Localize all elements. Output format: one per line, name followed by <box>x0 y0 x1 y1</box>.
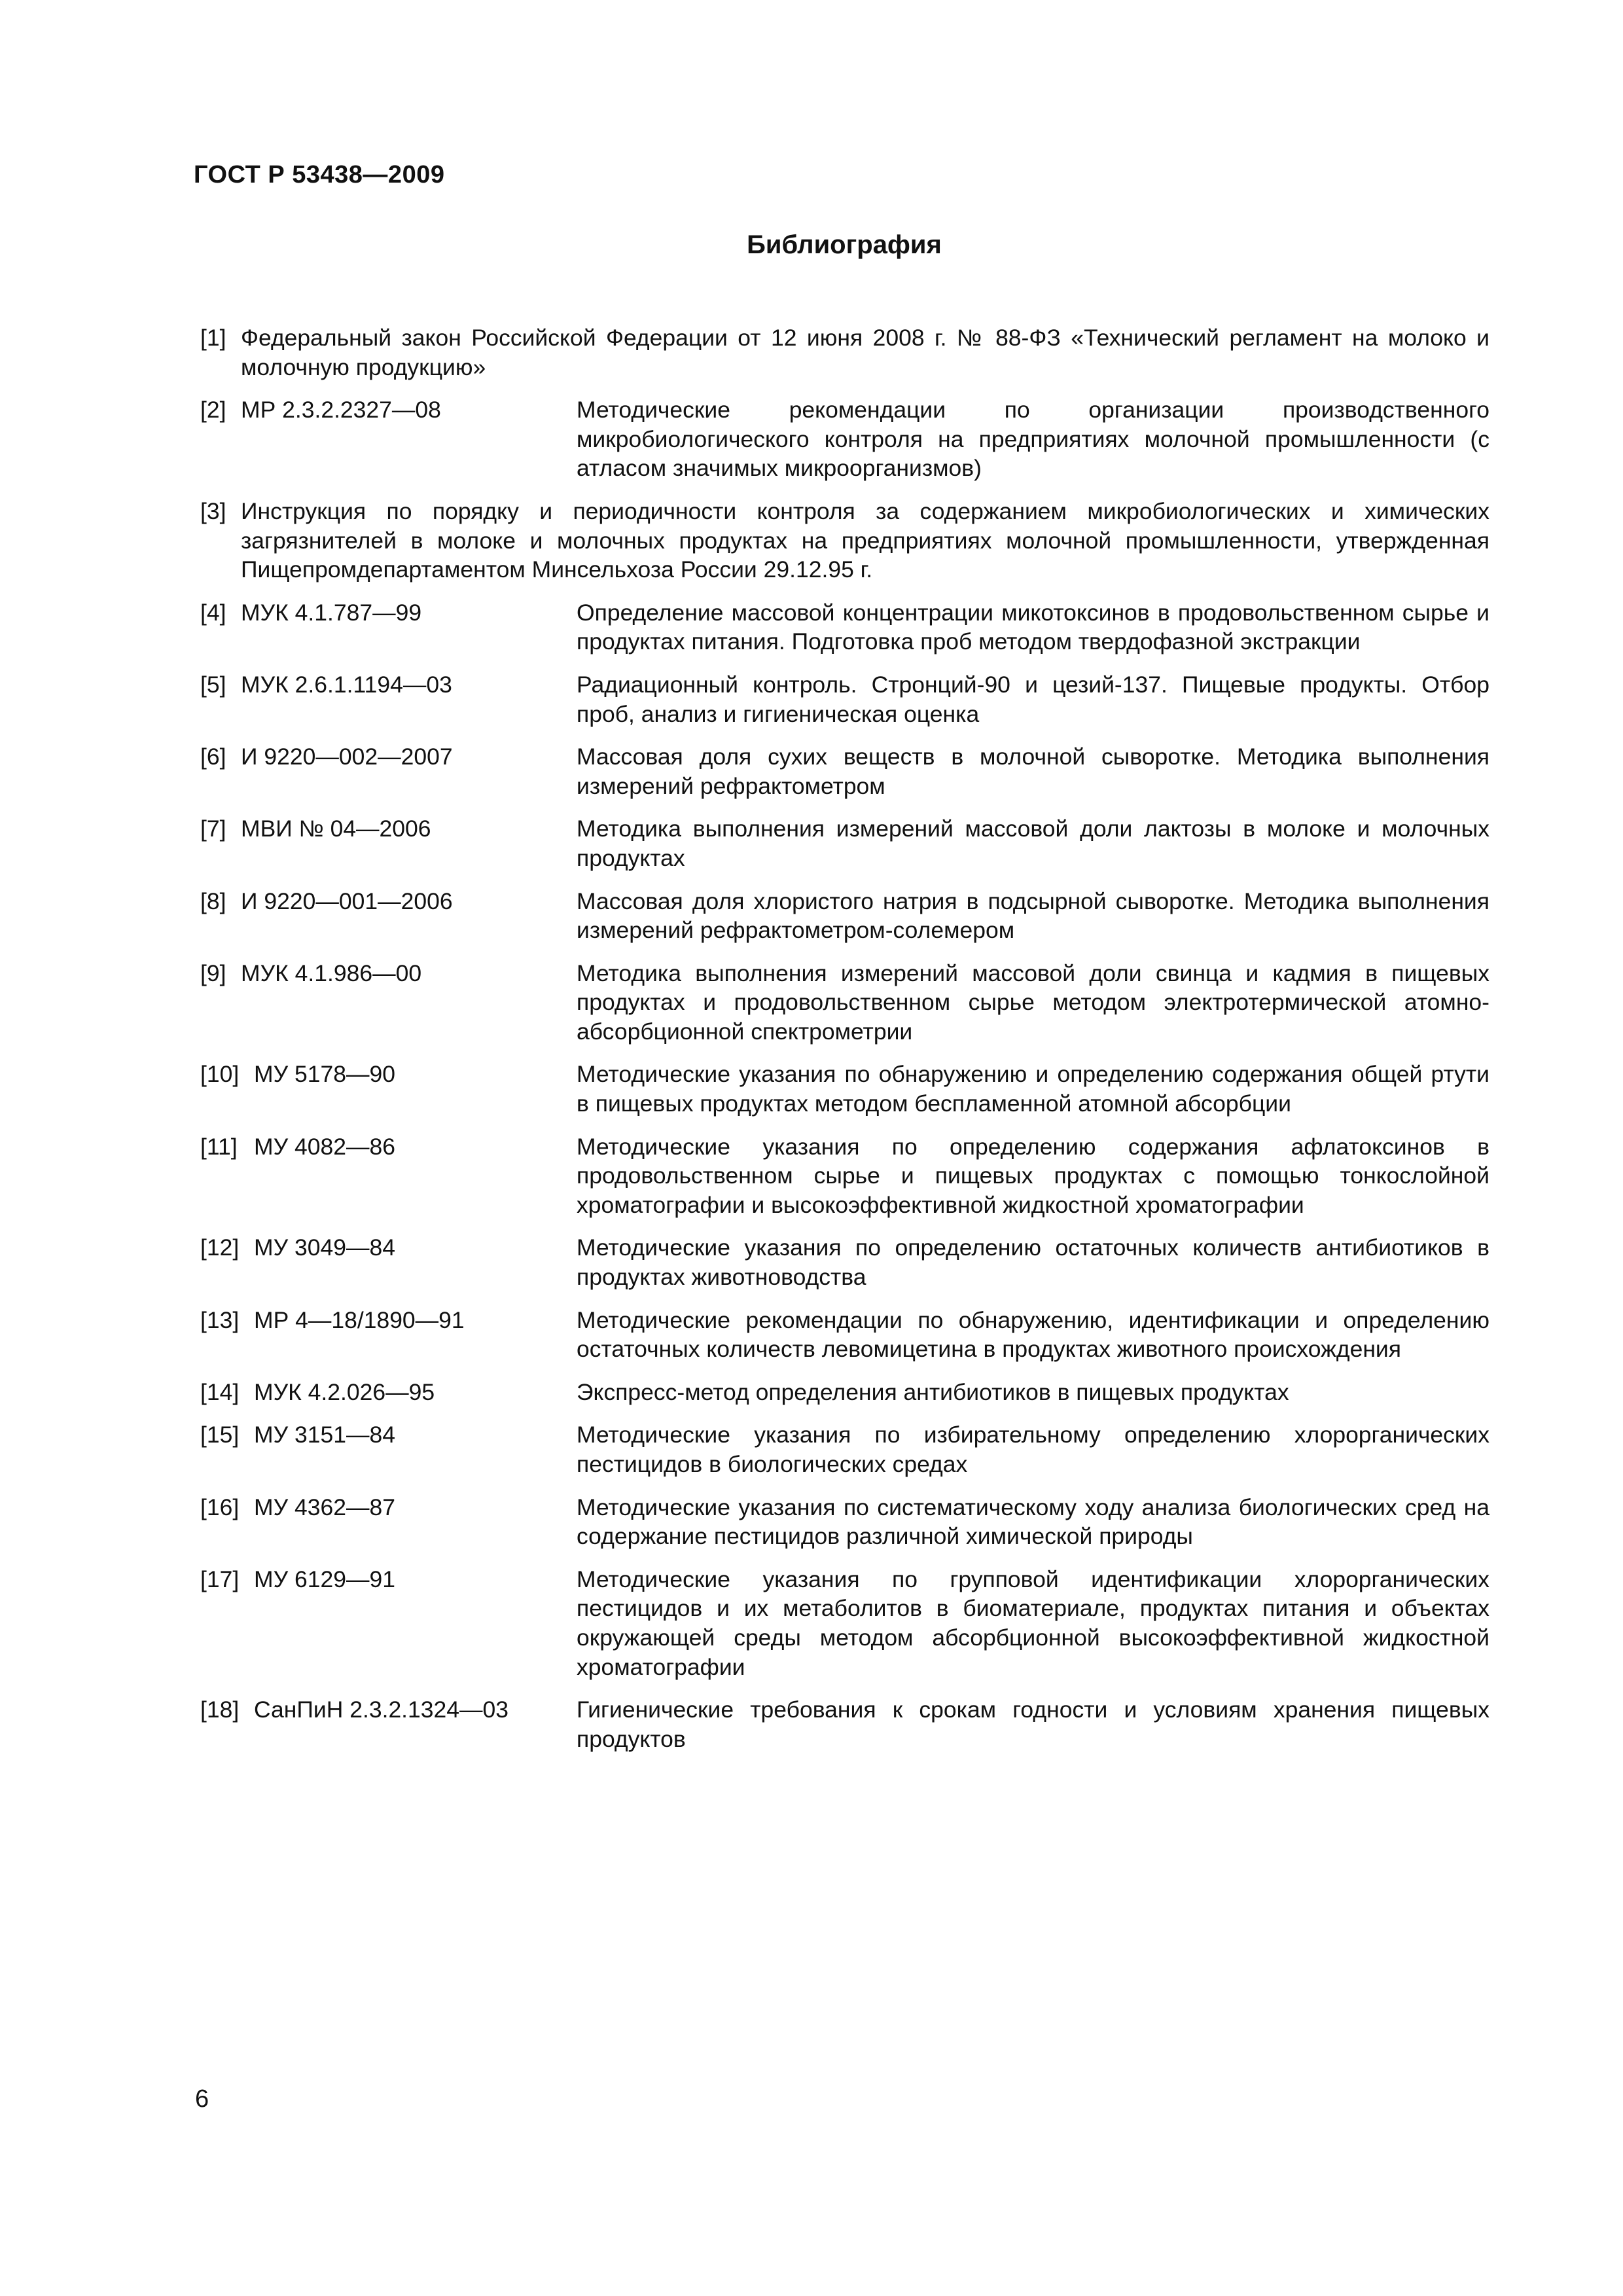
entry-text: Массовая доля сухих веществ в молочной сыворотке. Методика выполнения измерений рефрактометром <box>577 744 1489 799</box>
bibliography-entry-1 <box>200 323 1489 382</box>
entry-text: Определение массовой концентрации микотоксинов в продовольственном сырье и продуктах питания. Подготовка проб методом твердофазной экстракции <box>577 599 1489 655</box>
entry-number: [16] <box>200 1494 240 1520</box>
entry-number: [5] <box>200 671 226 698</box>
entry-text: Методика выполнения измерений массовой доли свинца и кадмия в пищевых продуктах и продовольственном сырье методом электротермической атомно-абсорбционной спектрометрии <box>577 960 1489 1045</box>
entry-number: [15] <box>200 1422 240 1448</box>
bibliography-entry-5 <box>200 670 1489 728</box>
entry-text: Методические указания по определению остаточных количеств антибиотиков в продуктах животноводства <box>577 1234 1489 1291</box>
entry-number: [14] <box>200 1378 240 1405</box>
entry-code: МУ 4082—86 <box>254 1133 395 1160</box>
entry-code: И 9220—002—2007 <box>241 744 453 770</box>
entry-text: Методические указания по избирательному определению хлорорганических пестицидов в биологических средах <box>577 1422 1489 1477</box>
entry-text: Методика выполнения измерений массовой доли лактозы в молоке и молочных продуктах <box>577 816 1489 871</box>
entry-number: [18] <box>200 1696 240 1723</box>
entry-text: Методические указания по систематическому ходу анализа биологических сред на содержание пестицидов различной химической природы <box>577 1494 1489 1550</box>
entry-code: МУК 4.1.787—99 <box>241 599 422 626</box>
bibliography-entry-13 <box>200 1306 1489 1364</box>
entry-number: [3] <box>200 497 226 524</box>
entry-text: Методические рекомендации по организации производственного микробиологического контроля на предприятиях молочной промышленности (с атласом значимых микроорганизмов) <box>577 397 1489 482</box>
standard-designation: ГОСТ Р 53438—2009 <box>194 161 445 188</box>
entry-text: Федеральный закон Российской Федерации от 12 июня 2008 г. № 88-ФЗ «Технический регламент на молоко и молочную продукцию» <box>241 325 1489 380</box>
entry-number: [9] <box>200 960 226 986</box>
entry-text: Методические рекомендации по обнаружению, идентификации и определению остаточных количеств левомицетина в продуктах животного происхождения <box>577 1306 1489 1363</box>
entry-code: МУК 4.2.026—95 <box>254 1378 435 1405</box>
entry-code: МУ 5178—90 <box>254 1061 395 1088</box>
entry-text: Методические указания по обнаружению и определению содержания общей ртути в пищевых продуктах методом беспламенной атомной абсорбции <box>577 1061 1489 1117</box>
page-title: Библиография <box>747 230 942 259</box>
entry-code: МУК 2.6.1.1194—03 <box>241 671 452 698</box>
entry-code: И 9220—001—2006 <box>241 888 453 914</box>
bibliography-entry-6 <box>200 742 1489 800</box>
entry-code: МР 4—18/1890—91 <box>254 1306 465 1333</box>
bibliography-entry-11 <box>200 1132 1489 1220</box>
entry-code: МВИ № 04—2006 <box>241 816 431 842</box>
entry-text: Инструкция по порядку и периодичности контроля за содержанием микробиологических и химических загрязнителей в молоке и молочных продуктах на предприятиях молочной промышленности, утвержденная Пищепромдепартаментом Минсельхоза России 29.12.95 г. <box>241 497 1489 583</box>
bibliography-entry-9 <box>200 959 1489 1047</box>
bibliography-entry-18 <box>200 1695 1489 1753</box>
entry-text: Массовая доля хлористого натрия в подсырной сыворотке. Методика выполнения измерений рефрактометром-солемером <box>577 888 1489 944</box>
entry-number: [1] <box>200 325 226 351</box>
bibliography-entry-10 <box>200 1060 1489 1118</box>
entry-code: МР 2.3.2.2327—08 <box>241 397 441 423</box>
entry-number: [17] <box>200 1566 240 1592</box>
bibliography-entry-2 <box>200 395 1489 483</box>
entry-number: [7] <box>200 816 226 842</box>
bibliography-list <box>200 323 1489 1767</box>
bibliography-entry-3 <box>200 497 1489 584</box>
entry-text: Методические указания по определению содержания афлатоксинов в продовольственном сырье и пищевых продуктах с помощью тонкослойной хроматографии и высокоэффективной жидкостной хроматографии <box>577 1133 1489 1218</box>
bibliography-entry-15 <box>200 1420 1489 1479</box>
entry-text: Методические указания по групповой идентификации хлорорганических пестицидов и их метаболитов в биоматериале, продуктах питания и объектах окружающей среды методом абсорбционной высокоэффективной жидкостной хроматографии <box>577 1566 1489 1680</box>
entry-number: [4] <box>200 599 226 626</box>
bibliography-entry-16 <box>200 1493 1489 1551</box>
entry-code: МУ 6129—91 <box>254 1566 395 1592</box>
bibliography-entry-12 <box>200 1233 1489 1291</box>
entry-number: [10] <box>200 1061 240 1088</box>
entry-text: Радиационный контроль. Стронций-90 и цезий-137. Пищевые продукты. Отбор проб, анализ и гигиеническая оценка <box>577 671 1489 727</box>
entry-code: СанПиН 2.3.2.1324—03 <box>254 1696 509 1723</box>
entry-code: МУ 4362—87 <box>254 1494 395 1520</box>
bibliography-entry-7 <box>200 814 1489 872</box>
entry-number: [2] <box>200 397 226 423</box>
entry-number: [13] <box>200 1306 240 1333</box>
bibliography-entry-8 <box>200 887 1489 945</box>
bibliography-entry-4 <box>200 598 1489 656</box>
entry-code: МУ 3049—84 <box>254 1234 395 1261</box>
bibliography-entry-14 <box>200 1378 1489 1407</box>
entry-code: МУК 4.1.986—00 <box>241 960 422 986</box>
entry-number: [11] <box>200 1133 238 1160</box>
entry-number: [6] <box>200 744 226 770</box>
entry-text: Гигиенические требования к срокам годности и условиям хранения пищевых продуктов <box>577 1696 1489 1752</box>
entry-number: [8] <box>200 888 226 914</box>
page-number: 6 <box>195 2085 209 2113</box>
bibliography-entry-17 <box>200 1565 1489 1681</box>
entry-text: Экспресс-метод определения антибиотиков в пищевых продуктах <box>577 1378 1289 1405</box>
entry-code: МУ 3151—84 <box>254 1422 395 1448</box>
entry-number: [12] <box>200 1234 240 1261</box>
